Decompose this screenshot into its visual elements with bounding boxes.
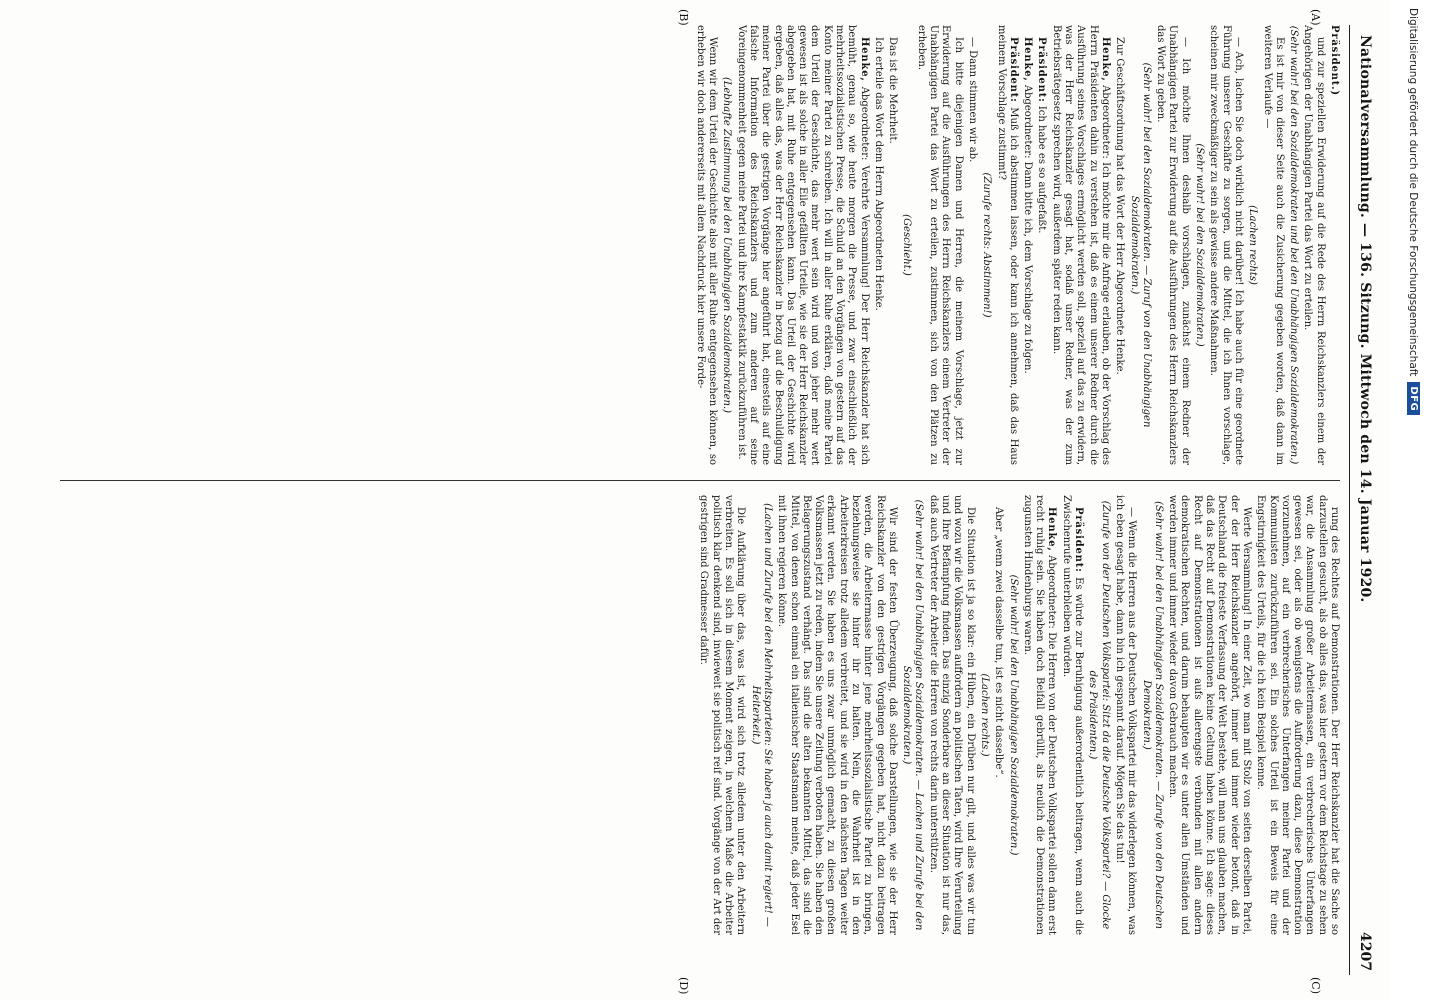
speaker-name: Präsident.) bbox=[1329, 25, 1340, 96]
body-paragraph: Es ist mir von dieser Seite auch die Zusicherung gegeben worden, daß dann im weiteren Verlaufe — bbox=[1261, 25, 1285, 465]
margin-marker-a: (A) bbox=[1309, 9, 1322, 26]
interjection: (Sehr wahr! bei den Sozialdemokraten. — Zuruf von den Unabhängigen Sozialdemokraten.) bbox=[1128, 62, 1152, 428]
speech-text: Ich habe es so aufgefaßt. bbox=[1036, 105, 1048, 234]
speech-paragraph bbox=[994, 25, 1019, 465]
page-number: 4207 bbox=[1357, 932, 1373, 971]
speech-text: Abgeordneter: Dann bitte ich, dem Vorschlage zu folgen. bbox=[1022, 84, 1034, 374]
interjection: (Lachen und Zurufe bei den Mehrheitsparteien: Sie haben ja auch damit regiert! — Heiterkeit.) bbox=[749, 503, 773, 927]
speech-text: Abgeordneter: Verehrte Versammlung! Der Herr Reichskanzler hat sich bemüht, genau so, wie heute morgen die Presse, und zwar einschließlich der mehrheitssozialistischen Presse, die Schuld an den Vorgängen von gestern auf das Konto meiner Partei zu schreiben. Ich will in aller Ruhe erklären, daß meine Partei dem Urteil der Geschichte, das mehr wert sein wird und von jeher mehr wert gewesen ist als solche in aller Eile gefällten Urteile, wie sie der Herr Reichskanzler abgegeben hat, mit Ruhe entgegensehen kann. Das Urteil der Geschichte wird ergeben, daß alles das, was der Herr Reichskanzler in bezug auf die Beschuldigung meiner Partei über die gestrigen Vorgänge hier angeführt hat, einesteils auf eine falsche Information des Reichskanzlers und zum anderen auf seine Voreingenommenheit gegen meine Partei und ihre Kampfestaktik zurückzuführen ist. bbox=[735, 25, 870, 465]
speaker-name: Präsident: bbox=[1073, 507, 1085, 573]
speech-text: Abgeordneter: Ich möchte mir die Anfrage erlauben, ob der Vorschlag des Herrn Präsidenten dahin zu verstehen ist, daß es einem unserer Redner durch die Ausführung seines Vorschlages ermöglicht werden soll, speziell auf das zu erwidern, was der Herr Reichskanzler gesagt hat, sodaß unser Redner, was der zum Betriebsrätegesetz sprechen wird, außerdem später reden kann. bbox=[1050, 25, 1111, 465]
body-paragraph: — Ich möchte Ihnen deshalb vorschlagen, zunächst einem Redner der Unabhängigen Partei zur Erwiderung auf die Ausführungen des Herrn Reichskanzlers das Wort zu geben. bbox=[1155, 25, 1191, 465]
body-paragraph: Zur Geschäftsordnung hat das Wort der Herr Abgeordnete Henke. bbox=[1114, 37, 1126, 375]
left-column bbox=[60, 25, 1340, 465]
body-paragraph: Die Situation ist ja so klar: ein Hüben, ein Drüben nur gilt, und alles was wir tun und wozu wir die Volksmassen auffordern an politischen Taten, wird Ihre Verurteilung und Ihre Befämpfung finden. Das einzig Sonderbare an dieser Situation ist nur das, daß auch Vertreter der Arbeiter die Herren von rechts darin unterstützen. bbox=[927, 495, 976, 935]
interjection: (Lebhafte Zustimmung bei den Unabhängigen Sozialdemokraten.) bbox=[721, 76, 733, 414]
body-paragraph: — Ach, lachen Sie doch wirklich nicht darüber! Ich habe auch für eine geordnete Führung unserer Geschäfte zu sorgen, und die Mittel, die ich Ihnen vorschlage, scheinen mir zweckmäßiger zu sein als gewisse andere Maßnahmen. bbox=[1208, 25, 1244, 465]
body-paragraph: rung des Rechtes auf Demonstrationen. Der Herr Reichskanzler hat die Sache so darzustellen gesucht, als ob alles das, was hier gestern vor dem Reichstage zu sehen war, die Ansammlung großer Arbeitermassen, ein verbrecherisches Unterfangen gewesen sei, oder als ob wenigstens die Aufforderung dazu, diese Demonstration vorzunehmen, auf ein verbrecherisches Unterfangen meiner Partei und der Kommunisten zurückzuführen sei. Ein solches Urteil ist ein Beweis für eine Engstirnigkeit des Urteils, für die ich kein Beispiel kenne. bbox=[1255, 495, 1340, 935]
body-paragraph: Das ist die Mehrheit. bbox=[887, 37, 899, 144]
interjection: (Sehr wahr! bei den Unabhängigen Sozialdemokraten.) bbox=[1007, 574, 1019, 856]
body-paragraph: Wenn wir dem Urteil der Geschichte also mit aller Ruhe entgegensehen können, so erheben wir doch andererseits mit allem Nachdruck hier unsere Forde- bbox=[694, 25, 719, 465]
right-column bbox=[60, 495, 1340, 935]
interjection: (Zurufe rechts: Abstimmen!) bbox=[981, 172, 993, 318]
body-paragraph: — Wenn die Herren aus der Deutschen Volkspartei mir das widerlegen können, was ich eben gesagt habe, dann bin ich gespannt darauf. Mögen Sie das tun! bbox=[1113, 495, 1138, 935]
dfg-logo: DFG bbox=[1407, 382, 1420, 415]
interjection: (Zurufe von der Deutschen Volkspartei: Sitzt da die Deutsche Volkspartei? — Glocke des Präsidenten.) bbox=[1087, 500, 1111, 930]
running-head: Nationalversammlung. — 136. Sitzung. Mittwoch den 14. Januar 1920. bbox=[1357, 35, 1373, 603]
interjection: (Geschieht.) bbox=[901, 214, 913, 276]
margin-marker-c: (C) bbox=[1309, 977, 1322, 994]
speaker-name: Henke, bbox=[1022, 37, 1034, 82]
body-paragraph: Wir sind der festen Überzeugung, daß solche Darstellungen, wie sie der Herr Reichskanzler von den gestrigen Vorgängen gegeben hat, nicht dazu beitragen werden, die Arbeitermasse hinter jene mehrheitssozialistische Partei zu bringen, beziehungsweise sie hinter ihr zu halten. Nein, die Wahrheit ist in den Arbeiterkreisen trotz alledem verbreitet, und sie wird in den nächsten Tagen weiter erkannt werden. Sie haben es uns zwar unmöglich gemacht, zu diesen großen Volksmassen jetzt zu reden, indem Sie unsere Zeitung verboten haben. Sie haben den Belagerungszustand verhängt. Das sind die alten bekannten Mittel, das sind die Mittel, von denen schon einmal ein italienischer Staatsmann meinte, daß jeder Esel mit ihnen regieren könne. bbox=[776, 495, 898, 935]
page-header bbox=[1349, 25, 1380, 975]
body-paragraph: und zur speziellen Erwiderung auf die Rede des Herrn Reichskanzlers einem der Angehörigen der Unabhängigen Partei das Wort zu erteilen. bbox=[1302, 25, 1326, 465]
body-paragraph: Werte Versammlung! In einer Zeit, wo man mit Stolz von seiten derselben Partei, der der Herr Reichskanzler angehört, immer und immer wieder betont, daß in Deutschland die freieste Verfassung der Welt bestehe, will man uns glauben machen, daß das Recht auf Demonstrationen keine Geltung haben könne. Ich sage: dieses Recht auf Demonstrationen ist aufs allerengste verbunden mit allen andern demokratischen Rechten, und darum behaupten wir es unter allen Umständen und werden immer und immer wieder davon Gebrauch machen. bbox=[1167, 495, 1252, 935]
speech-text: Abgeordneter: Die Herren von der Deutschen Volkspartei sollen dann erst recht ruhig sein. Sie haben doch Beifall gebrüllt, als neulich die Demonstrationen zugunsten Hindenburgs waren. bbox=[1021, 495, 1058, 935]
speech-paragraph bbox=[734, 25, 869, 465]
page-sheet bbox=[40, 9, 1380, 995]
interjection: (Sehr wahr! bei den Sozialdemokraten.) bbox=[1194, 143, 1206, 347]
speech-paragraph bbox=[1328, 25, 1340, 465]
margin-marker-d: (D) bbox=[677, 977, 690, 995]
margin-marker-b: (B) bbox=[677, 9, 690, 26]
speaker-name: Präsident: bbox=[1036, 37, 1048, 103]
speech-paragraph bbox=[1021, 25, 1033, 465]
interjection: (Lachen rechts.) bbox=[978, 673, 990, 757]
speaker-name: Henke, bbox=[1099, 37, 1111, 82]
speaker-name: Henke, bbox=[1046, 507, 1058, 552]
body-paragraph: Ich bitte diejenigen Damen und Herren, die meinem Vorschlage, jetzt zur Erwiderung auf die Ausführungen des Herrn Reichskanzlers einem Vertreter der Unabhängigen Partei das Wort zu erteilen, zustimmen, sich von den Plätzen zu erheben. bbox=[915, 25, 964, 465]
speaker-name: Henke, bbox=[858, 37, 870, 82]
speech-paragraph bbox=[1021, 495, 1058, 935]
interjection: (Sehr wahr! bei den Unabhängigen Sozialdemokraten. — Lachen und Zurufe bei den Sozialdemokraten.) bbox=[901, 499, 925, 931]
speech-paragraph bbox=[1059, 495, 1084, 935]
interjection: (Sehr wahr! bei den Unabhängigen Sozialdemokraten. — Zurufe von den Deutschen Demokraten.) bbox=[1140, 501, 1164, 929]
body-paragraph: Die Aufklärung über das, was ist, wird sich trotz alledem unter den Arbeitern verbreiten. Es soll sich in diesem Moment zeigen, in welchem Maße die Arbeiter politisch klar denkend sind, inwieweit sie politisch reif sind. Vorgänge von der Art der gestrigen sind Gradmesser dafür. bbox=[698, 495, 747, 935]
sidebar-credit: Digitalisierung gefördert durch die Deutsche Forschungsgemeinschaft bbox=[1407, 8, 1420, 377]
speech-paragraph bbox=[1035, 25, 1047, 465]
speech-paragraph bbox=[1049, 25, 1110, 465]
interjection: (Sehr wahr! bei den Sozialdemokraten und bei den Unabhängigen Sozialdemokraten.) bbox=[1288, 25, 1300, 465]
speech-text: Muß ich abstimmen lassen, oder kann ich annehmen, daß das Haus meinem Vorschlage zustimmt? bbox=[995, 25, 1019, 465]
column-divider bbox=[60, 480, 1340, 481]
digitization-sidebar bbox=[1390, 0, 1434, 1000]
body-paragraph: Aber „wenn zwei dasselbe tun, ist es nicht dasselbe“. bbox=[993, 507, 1005, 778]
interjection: (Lachen rechts) bbox=[1247, 205, 1259, 285]
speech-text: Es würde zur Beruhigung außerordentlich beitragen, wenn auch die Zwischenrufe unterbleiben würden. bbox=[1060, 495, 1085, 935]
body-paragraph: Ich erteile das Wort dem Herrn Abgeordneten Henke. bbox=[872, 37, 884, 311]
speaker-name: Präsident: bbox=[1007, 37, 1019, 103]
body-paragraph: — Dann stimmen wir ab. bbox=[966, 37, 978, 163]
